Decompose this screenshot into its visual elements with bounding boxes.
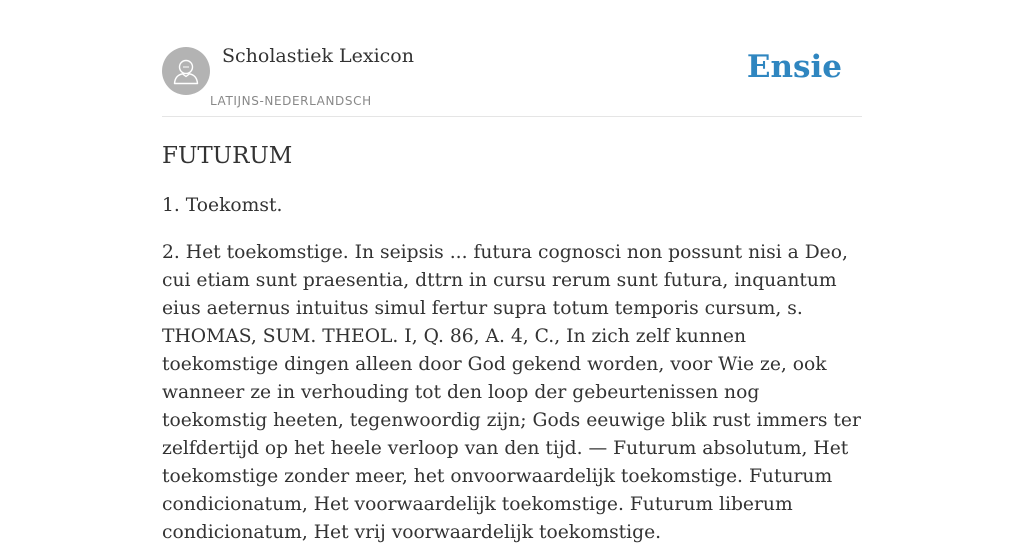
brand-logo[interactable]: Ensie	[746, 49, 842, 85]
site-title[interactable]: Scholastiek Lexicon	[222, 45, 414, 67]
definition-paragraph: 2. Het toekomstige. In seipsis ... futura cognosci non possunt nisi a Deo, cui etiam sunt praesentia, dttrn in cursu rerum sunt futura, inquantum eius aeternus intuitus simul fertur supra totum temporis cursum, s. THOMAS, SUM. THEOL. I, Q. 86, A. 4, C., In zich zelf kunnen toekomstige dingen alleen door God gekend worden, voor Wie ze, ook wanneer ze in verhouding tot den loop der gebeurtenissen nog toekomstig heeten, tegenwoordig zijn; Gods eeuwige blik rust immers ter zelfdertijd op het heele verloop van den tijd. — Futurum absolutum, Het toekomstige zonder meer, het onvoorwaardelijk toekomstige. Futurum condicionatum, Het voorwaardelijk toekomstige. Futurum liberum condicionatum, Het vrij voorwaardelijk toekomstige.	[162, 242, 861, 543]
page	[162, 0, 862, 547]
entry-title: FUTURUM	[162, 143, 293, 169]
avatar[interactable]	[162, 47, 210, 95]
site-subtitle: LATIJNS-NEDERLANDSCH	[210, 94, 372, 108]
header	[162, 0, 862, 117]
entry-definition	[162, 192, 862, 547]
user-icon	[162, 47, 210, 95]
definition-paragraph: 1. Toekomst.	[162, 195, 283, 216]
